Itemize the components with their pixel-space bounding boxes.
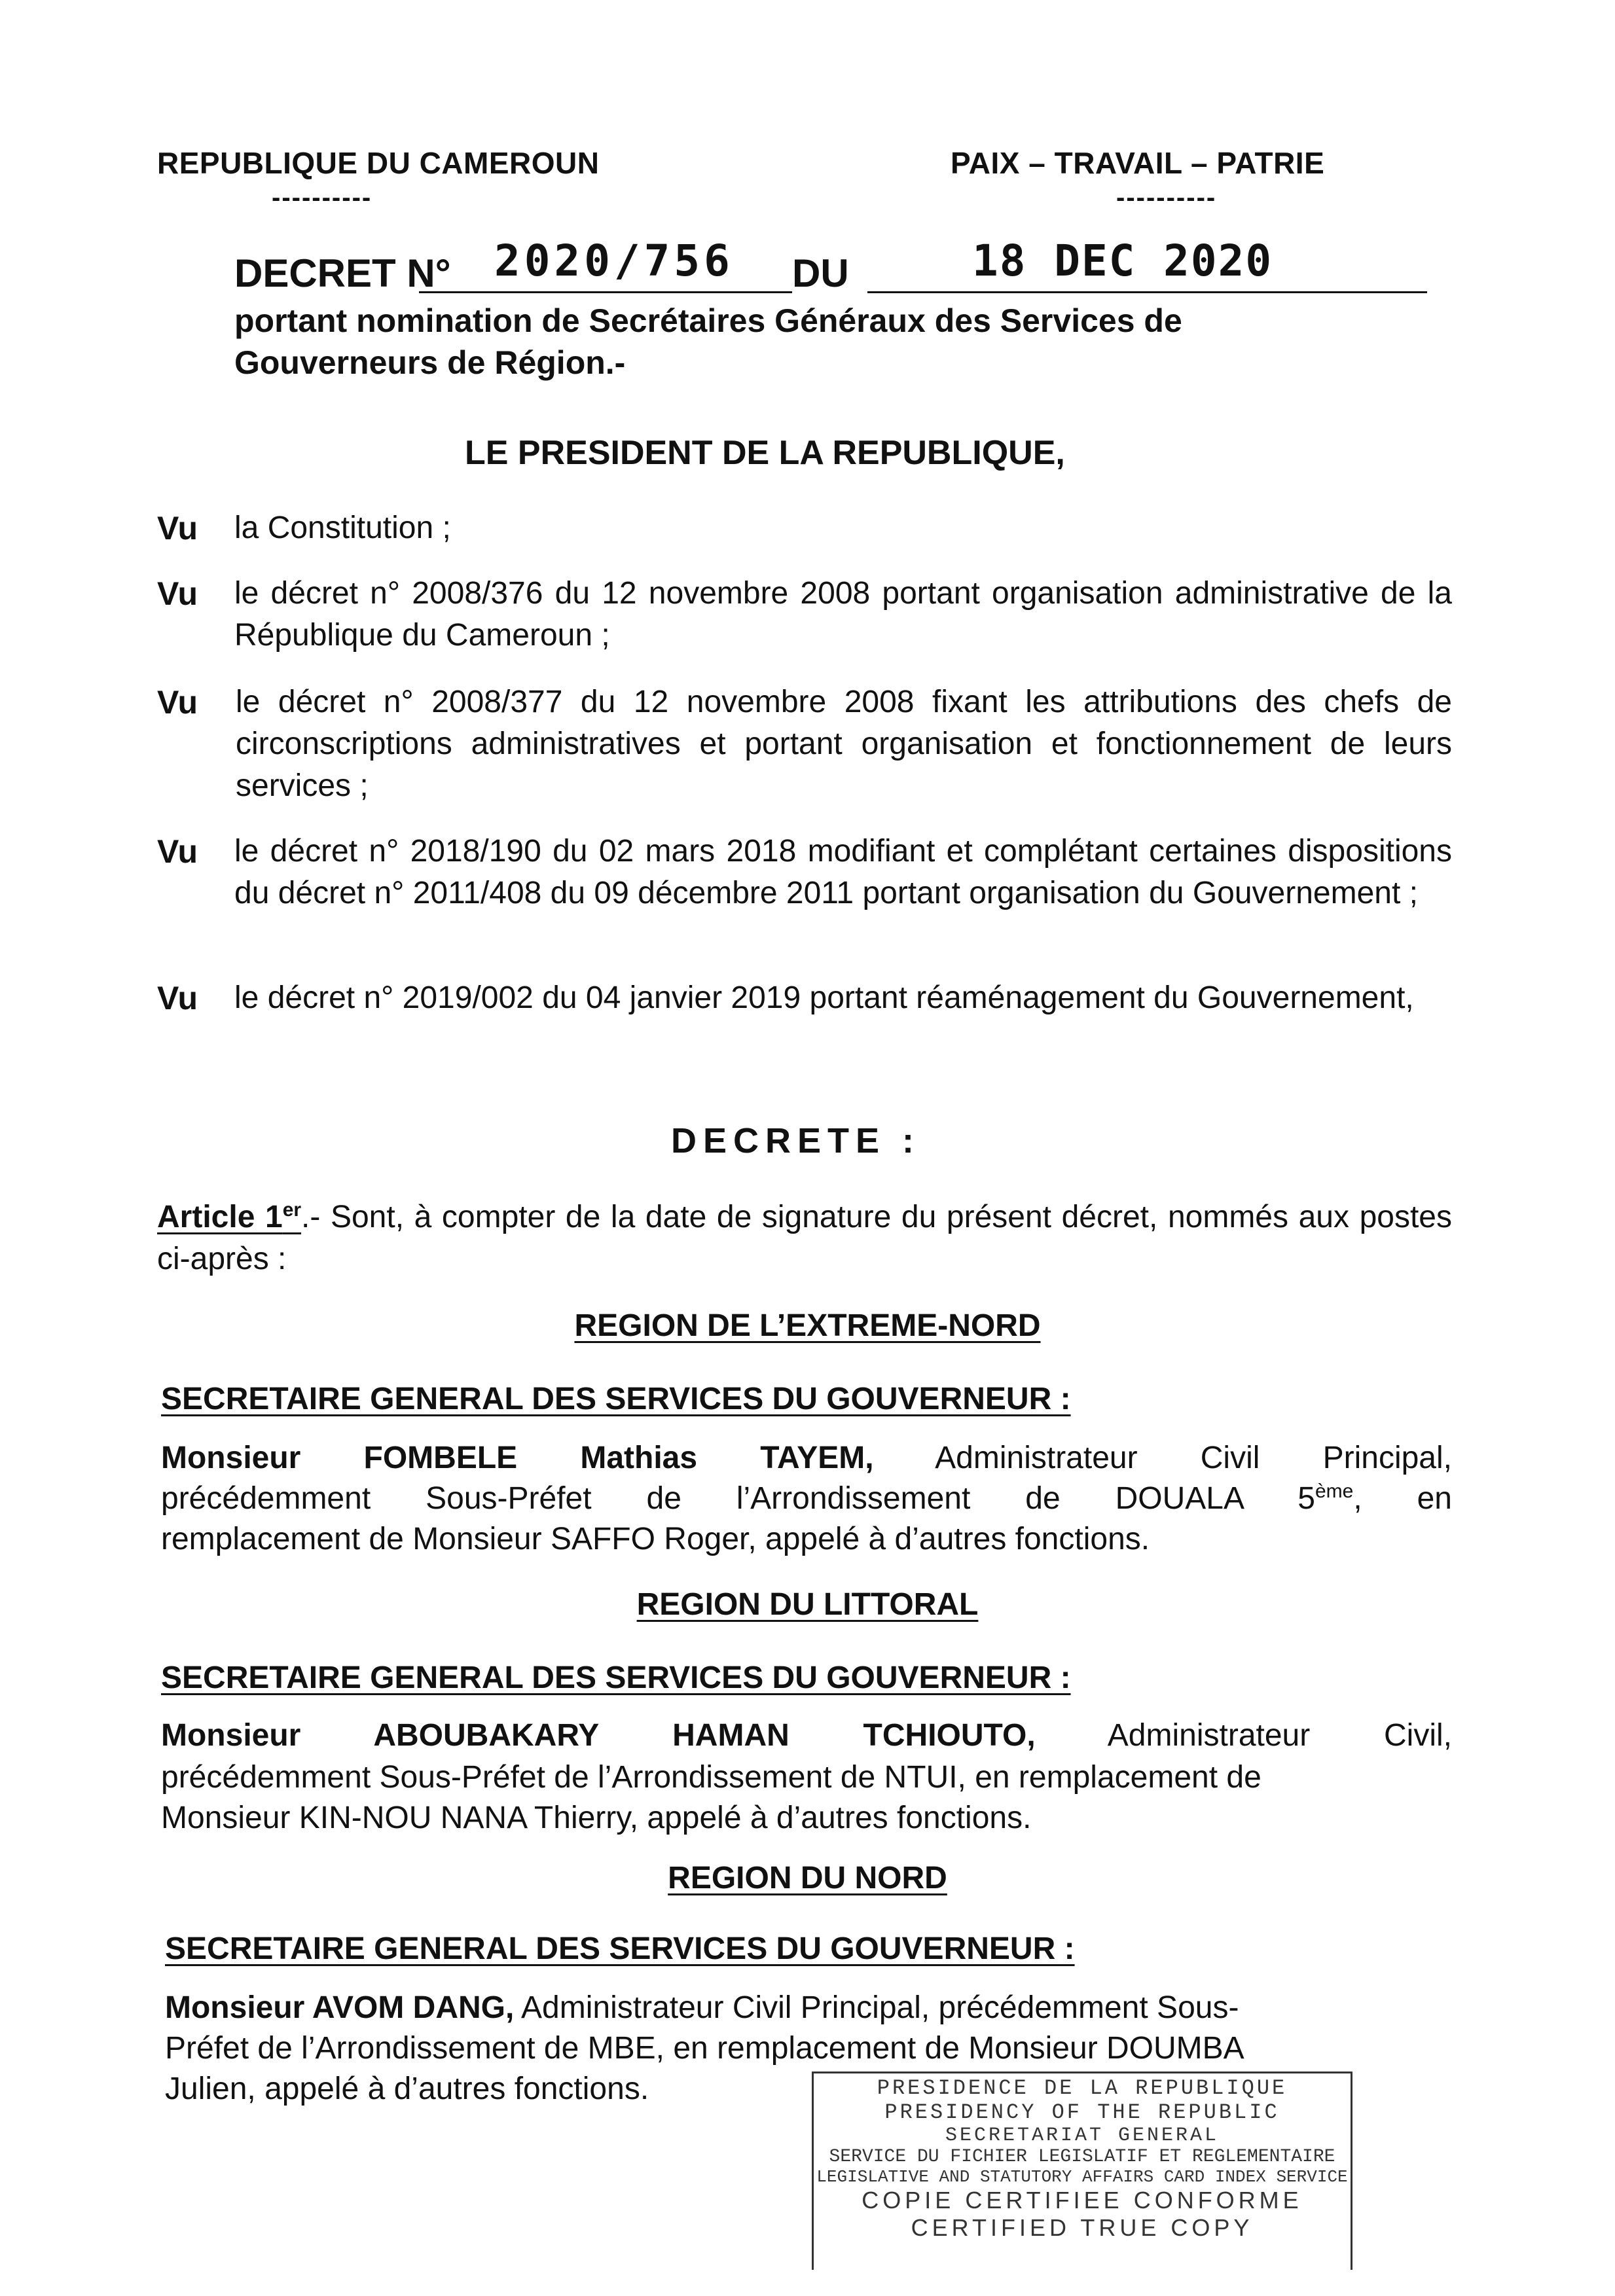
- visa-label: Vu: [157, 980, 198, 1016]
- appointee-name: Monsieur AVOM DANG,: [165, 1990, 515, 2025]
- decree-date-rule: [867, 291, 1427, 293]
- visa-text: le décret n° 2008/377 du 12 novembre 2008 fixant les attributions des chefs de circonscriptions administratives et portant organisation et fonctionnement de leurs services ;: [236, 685, 1452, 803]
- decree-subject-line-1: portant nomination de Secrétaires Généraux des Services de: [234, 302, 1182, 339]
- decree-label: DECRET N°: [234, 251, 451, 295]
- decree-date: 18 DEC 2020: [972, 236, 1273, 286]
- visa-label: Vu: [157, 510, 198, 547]
- appointment-line-2: précédemment Sous-Préfet de l’Arrondissement de NTUI, en remplacement de: [161, 1760, 1261, 1795]
- region-heading: REGION DU LITTORAL: [636, 1587, 979, 1622]
- article-1-label: Article 1er: [157, 1199, 302, 1234]
- appointment-line-2: précédemment Sous-Préfet de l’Arrondissement de DOUALA 5ème, en: [161, 1480, 1452, 1516]
- article-1-label-suffix: .-: [301, 1200, 321, 1234]
- visa-label: Vu: [157, 684, 198, 721]
- visa-text: le décret n° 2019/002 du 04 janvier 2019 portant réaménagement du Gouvernement,: [234, 980, 1414, 1015]
- certification-stamp: [812, 2072, 1352, 2270]
- post-heading: SECRETAIRE GENERAL DES SERVICES DU GOUVERNEUR :: [161, 1660, 1071, 1695]
- article-1-text: Sont, à compter de la date de signature du présent décret, nommés aux postes ci-après :: [157, 1200, 1452, 1276]
- visa-label: Vu: [157, 575, 198, 612]
- stamp-line: SERVICE DU FICHIER LEGISLATIF ET REGLEMENTAIRE: [829, 2147, 1335, 2167]
- stamp-line: PRESIDENCE DE LA REPUBLIQUE: [877, 2076, 1288, 2100]
- appointment-line-3: Monsieur KIN-NOU NANA Thierry, appelé à d’autres fonctions.: [161, 1801, 1032, 1835]
- post-heading: SECRETAIRE GENERAL DES SERVICES DU GOUVERNEUR :: [161, 1382, 1071, 1416]
- appointment-line-2: Préfet de l’Arrondissement de MBE, en remplacement de Monsieur DOUMBA: [165, 2031, 1244, 2066]
- region-heading: REGION DE L’EXTREME-NORD: [574, 1308, 1041, 1343]
- appointment-line-1: Monsieur FOMBELE Mathias TAYEM, Administrateur Civil Principal,: [161, 1441, 1452, 1475]
- stamp-line: LEGISLATIVE AND STATUTORY AFFAIRS CARD INDEX SERVICE: [816, 2167, 1348, 2187]
- stamp-line: SECRETARIAT GENERAL: [945, 2125, 1220, 2147]
- appointment-line-3: Julien, appelé à d’autres fonctions.: [165, 2072, 649, 2106]
- article-1: [157, 1196, 1452, 1280]
- stamp-line: CERTIFIED TRUE COPY: [911, 2214, 1254, 2241]
- appointment-line-1: Monsieur ABOUBAKARY HAMAN TCHIOUTO, Administrateur Civil,: [161, 1718, 1452, 1753]
- stamp-line: PRESIDENCY OF THE REPUBLIC: [884, 2100, 1280, 2125]
- header-left-separator: ----------: [272, 183, 372, 212]
- post-heading: SECRETAIRE GENERAL DES SERVICES DU GOUVERNEUR :: [165, 1931, 1075, 1966]
- region-heading: REGION DU NORD: [668, 1861, 947, 1895]
- header-left: REPUBLIQUE DU CAMEROUN: [157, 146, 600, 180]
- stamp-line: COPIE CERTIFIEE CONFORME: [862, 2187, 1303, 2214]
- header-right-separator: ----------: [1116, 183, 1217, 212]
- appointee-name: Monsieur FOMBELE Mathias TAYEM,: [161, 1441, 874, 1475]
- visa-text: la Constitution ;: [234, 511, 451, 545]
- decree-number-rule: [419, 291, 792, 293]
- header-right: PAIX – TRAVAIL – PATRIE: [951, 146, 1325, 180]
- visa-text: le décret n° 2008/376 du 12 novembre 2008 portant organisation administrative de la République du Cameroun ;: [234, 576, 1452, 653]
- appointment-line-1: Monsieur AVOM DANG, Administrateur Civil Principal, précédemment Sous-: [165, 1990, 1239, 2025]
- president-heading: LE PRESIDENT DE LA REPUBLIQUE,: [465, 434, 1065, 472]
- decree-subject-line-2: Gouverneurs de Région.-: [234, 344, 626, 381]
- decrete-heading: DECRETE :: [671, 1121, 921, 1160]
- appointee-name: Monsieur ABOUBAKARY HAMAN TCHIOUTO,: [161, 1718, 1036, 1753]
- visa-text: le décret n° 2018/190 du 02 mars 2018 modifiant et complétant certaines dispositions du décret n° 2011/408 du 09 décembre 2011 portant organisation du Gouvernement ;: [234, 834, 1452, 910]
- visa-label: Vu: [157, 833, 198, 870]
- appointment-line-3: remplacement de Monsieur SAFFO Roger, appelé à d’autres fonctions.: [161, 1522, 1150, 1556]
- decree-du-label: DU: [792, 251, 849, 295]
- decree-number: 2020/756: [494, 236, 734, 286]
